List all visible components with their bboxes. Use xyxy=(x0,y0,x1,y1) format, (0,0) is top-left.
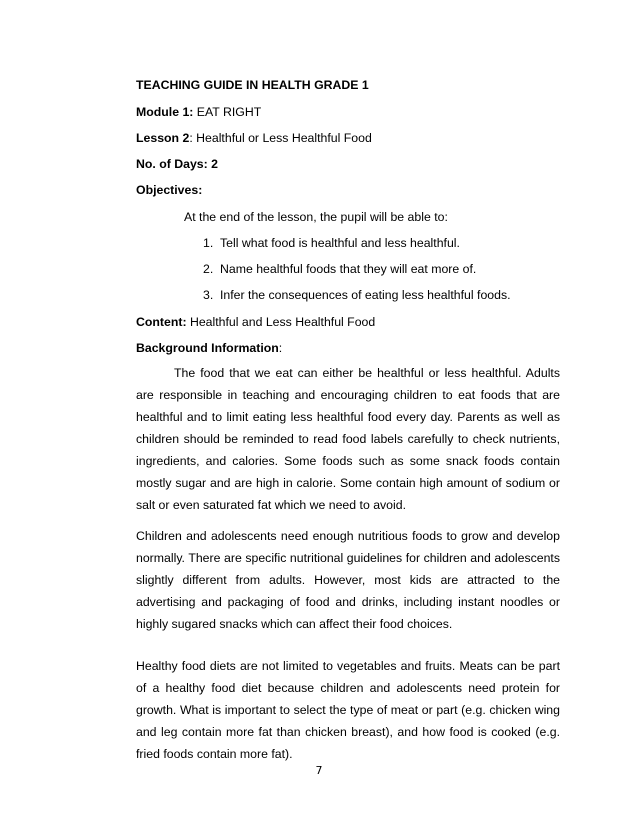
content-label: Content: xyxy=(136,315,187,329)
background-label: Background Information xyxy=(136,341,279,355)
module-label: Module 1: xyxy=(136,105,194,119)
objective-item xyxy=(203,287,511,303)
objective-text: Infer the consequences of eating less healthful foods. xyxy=(220,288,511,302)
objectives-heading: Objectives: xyxy=(136,183,203,197)
paragraph-text: Children and adolescents need enough nutritious foods to grow and develop normally. There are specific nutritional guidelines for children and adolescents slightly different from adults. However, most kids are attracted to the advertising and packaging of food and drinks, including instant noodles or highly sugared snacks which can affect their food choices. xyxy=(136,529,560,631)
content-value: Healthful and Less Healthful Food xyxy=(186,315,376,329)
objective-item xyxy=(203,261,476,277)
lesson-line xyxy=(136,130,372,146)
page-number: 7 xyxy=(315,764,323,777)
module-line xyxy=(136,104,261,120)
lesson-label: Lesson 2 xyxy=(136,131,190,145)
module-value: EAT RIGHT xyxy=(193,105,262,119)
paragraph-text: Healthy food diets are not limited to vegetables and fruits. Meats can be part of a healthy food diet because children and adolescents need protein for growth. What is important to select the type of meat or part (e.g. chicken wing and leg contain more fat than chicken breast), and how food is cooked (e.g. fried foods contain more fat). xyxy=(136,659,560,761)
days-line: No. of Days: 2 xyxy=(136,157,218,171)
objective-text: Name healthful foods that they will eat more of. xyxy=(220,262,477,276)
background-paragraph-3 xyxy=(136,655,560,765)
objectives-intro: At the end of the lesson, the pupil will be able to: xyxy=(184,210,448,224)
objective-text: Tell what food is healthful and less healthful. xyxy=(220,236,460,250)
document-title: TEACHING GUIDE IN HEALTH GRADE 1 xyxy=(136,78,369,92)
objective-number: 3. xyxy=(203,288,214,302)
background-heading xyxy=(136,340,282,356)
content-line xyxy=(136,314,375,330)
objective-number: 1. xyxy=(203,236,214,250)
objective-number: 2. xyxy=(203,262,214,276)
lesson-value: : Healthful or Less Healthful Food xyxy=(189,131,372,145)
paragraph-text: The food that we eat can either be healthful or less healthful. Adults are responsible in teaching and encouraging children to eat foods that are healthful and to limit eating less healthful food every day. Parents as well as children should be reminded to read food labels carefully to check nutrients, ingredients, and calories. Some foods such as some snack foods contain mostly sugar and are high in calorie. Some contain high amount of sodium or salt or even saturated fat which we need to avoid. xyxy=(136,366,560,512)
objective-item xyxy=(203,235,460,251)
background-colon: : xyxy=(278,341,283,355)
background-paragraph-2 xyxy=(136,525,560,635)
background-paragraph-1 xyxy=(136,362,560,516)
